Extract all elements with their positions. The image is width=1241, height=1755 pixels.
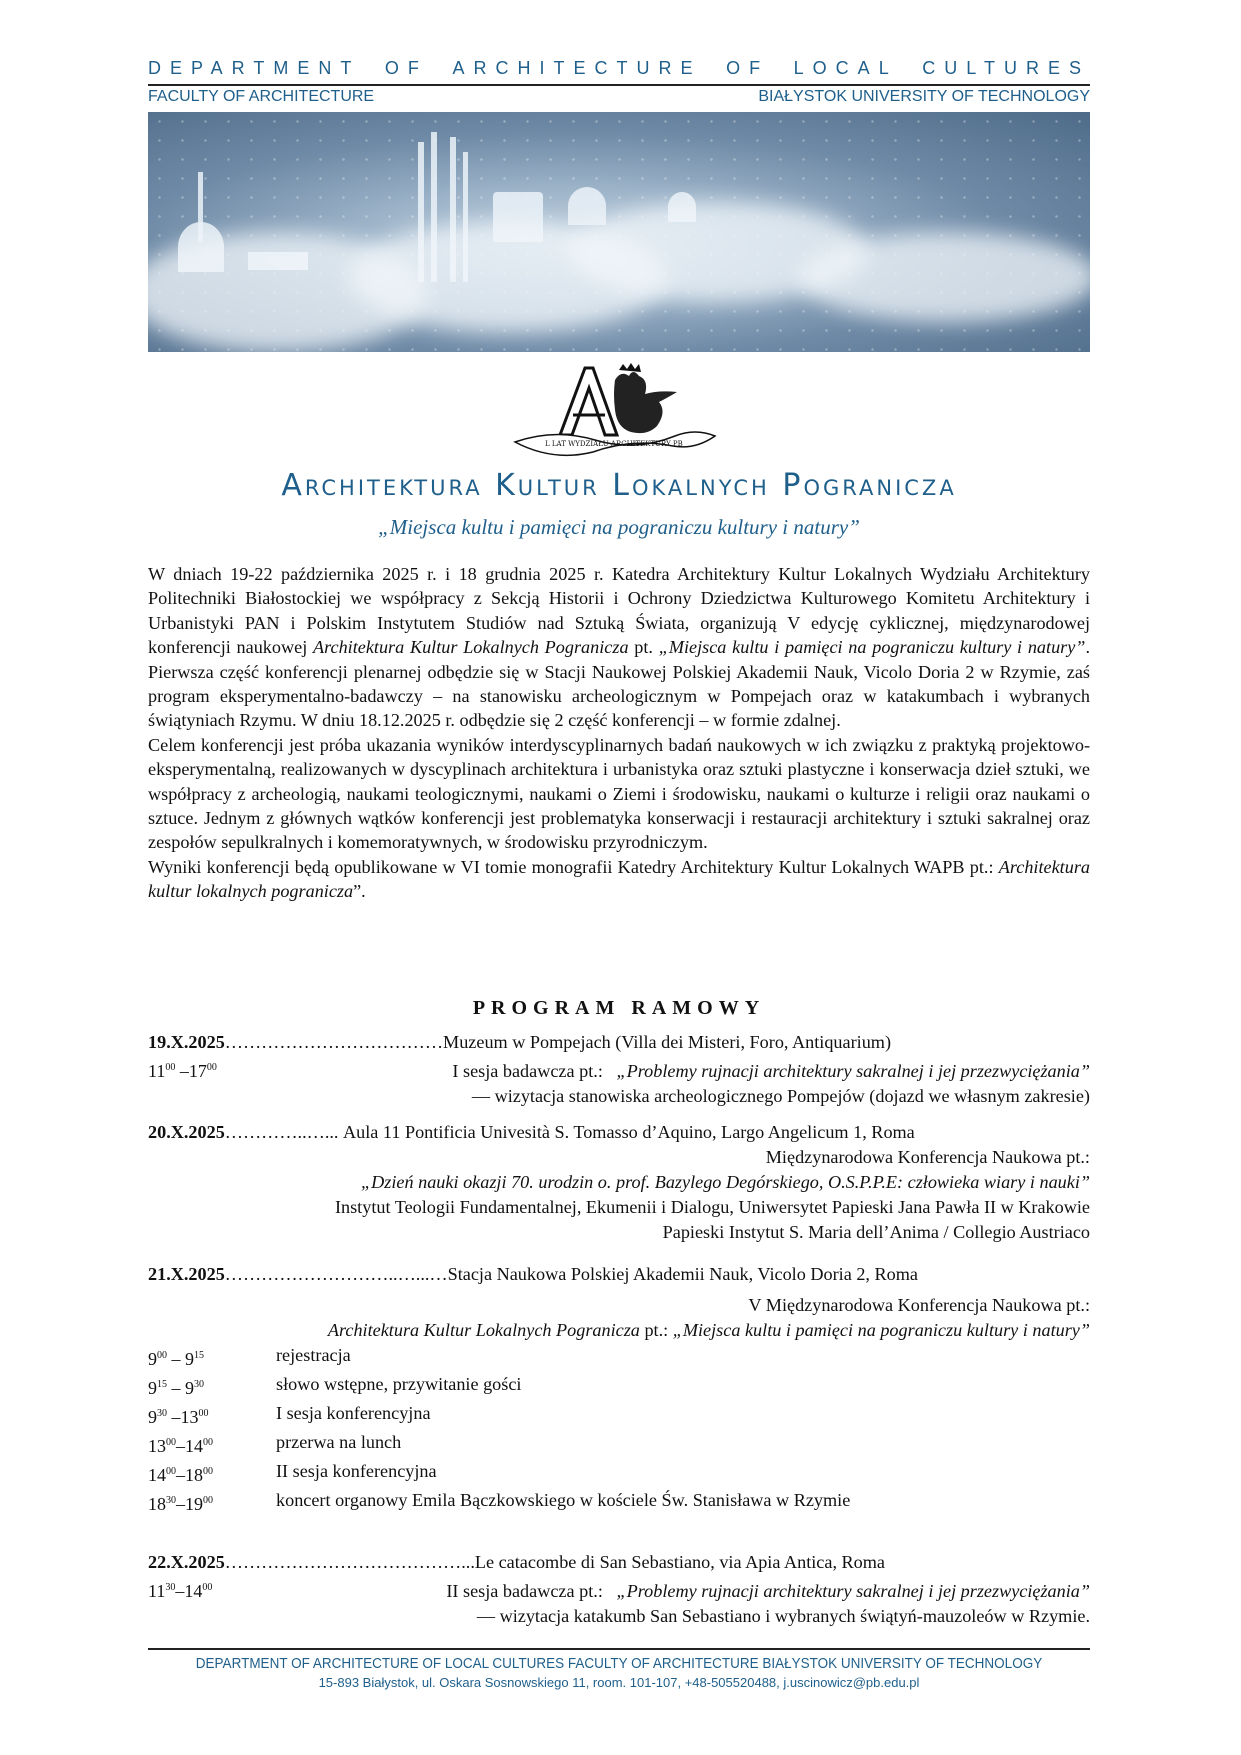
agenda-item: $9^{00} - 9^{15}$ rejestracja bbox=[148, 1345, 351, 1369]
session-time: $11^{00}$ $-17^{00}$ bbox=[148, 1061, 217, 1081]
department-heading bbox=[148, 58, 1090, 79]
program-day-4 bbox=[148, 1550, 1090, 1629]
intro-paragraph-2: Celem konferencji jest próba ukazania wyników interdyscyplinarnych badań naukowych w ich związku z praktyką projektowo-eksperymentalną, realizowanych w dyscyplinach architektura i urbanistyka oraz sztuki plastyczne i konserwacja dzieł sztuki, we współpracy z archeologią, naukami teologicznymi, naukami o Ziemi i środowisku, naukami o kulturze i religii oraz naukami o sztuce. Jednym z głównych wątków konferencji jest problematyka konserwacji i restauracji architektury i sztuki sakralnej oraz zespołów sepulkralnych i komemoratywnych, w środowisku przyrodniczym. bbox=[148, 734, 1090, 853]
dept-word: OF bbox=[726, 58, 770, 78]
agenda-item: $9^{15} - 9^{30}$ słowo wstępne, przywitanie gości bbox=[148, 1374, 522, 1398]
dept-word: ARCHITECTURE bbox=[452, 58, 702, 78]
program-day-2 bbox=[148, 1120, 1090, 1245]
session-label: II sesja badawcza pt.: „Problemy rujnacji architektury sakralnej i jej przezwyciężania” bbox=[446, 1581, 1090, 1601]
agenda-item: $9^{30}$ $-13^{00}$ I sesja konferencyjna bbox=[148, 1403, 431, 1427]
day-line: „Dzień nauki okazji 70. urodzin o. prof. Bazylego Degórskiego, O.S.P.P.E: człowieka wiary i nauki” bbox=[361, 1172, 1090, 1192]
agenda-item: $13^{00}-14^{00}$ przerwa na lunch bbox=[148, 1432, 402, 1456]
dept-word: OF bbox=[384, 58, 428, 78]
day-date: 20.X.2025 bbox=[148, 1122, 225, 1142]
day-place: Aula 11 Pontificia Univesità S. Tomasso d’Aquino, Largo Angelicum 1, Roma bbox=[343, 1122, 915, 1142]
footer-contact: 15-893 Białystok, ul. Oskara Sosnowskiego 11, room. 101-107, +48-505520488, j.uscinowicz@pb.edu.pl bbox=[318, 1675, 920, 1690]
agenda-item: $14^{00}-18^{00}$ II sesja konferencyjna bbox=[148, 1461, 437, 1485]
program-title: PROGRAM RAMOWY bbox=[472, 997, 766, 1019]
day-date: 22.X.2025 bbox=[148, 1552, 225, 1572]
day-place: Stacja Naukowa Polskiej Akademii Nauk, Vicolo Doria 2, Roma bbox=[447, 1264, 918, 1284]
faculty-name: FACULTY OF ARCHITECTURE bbox=[148, 88, 375, 105]
banner-image bbox=[148, 112, 1090, 352]
intro-text bbox=[148, 562, 1090, 904]
program-day-1 bbox=[148, 1030, 1090, 1109]
faculty-logo-icon bbox=[505, 360, 735, 460]
dept-word: CULTURES bbox=[922, 58, 1090, 78]
session-note: — wizytacja stanowiska archeologicznego Pompejów (dojazd we własnym zakresie) bbox=[471, 1086, 1090, 1106]
day-place: Le catacombe di San Sebastiano, via Apia Antica, Roma bbox=[474, 1552, 885, 1572]
dot-leader: …………………………………... bbox=[224, 1552, 475, 1572]
university-name: BIAŁYSTOK UNIVERSITY OF TECHNOLOGY bbox=[758, 88, 1090, 105]
footer-institution: DEPARTMENT OF ARCHITECTURE OF LOCAL CULTURES FACULTY OF ARCHITECTURE BIAŁYSTOK UNIVERSITY OF TECHNOLOGY bbox=[195, 1655, 1043, 1672]
session-label: I sesja badawcza pt.: „Problemy rujnacji architektury sakralnej i jej przezwyciężania” bbox=[452, 1061, 1090, 1081]
day-line: Architektura Kultur Lokalnych Pogranicza pt.: „Miejsca kultu i pamięci na pograniczu kultury i natury” bbox=[327, 1320, 1090, 1340]
day-date: 21.X.2025 bbox=[148, 1264, 225, 1284]
footer-divider bbox=[148, 1648, 1090, 1650]
dot-leader: ………………………..…...… bbox=[224, 1264, 448, 1284]
agenda-item: $18^{30}-19^{00}$ koncert organowy Emila Bączkowskiego w kościele Św. Stanisława w Rzymie bbox=[148, 1490, 851, 1514]
day-line: V Międzynarodowa Konferencja Naukowa pt.: bbox=[748, 1295, 1090, 1315]
dot-leader: …………..…... bbox=[224, 1122, 339, 1142]
day-line: Instytut Teologii Fundamentalnej, Ekumenii i Dialogu, Uniwersytet Papieski Jana Pawła II w Krakowie bbox=[334, 1197, 1090, 1217]
session-note: — wizytacja katakumb San Sebastiano i wybranych świątyń-mauzoleów w Rzymie. bbox=[476, 1606, 1090, 1626]
conference-title: Architektura Kultur Lokalnych Pogranicza bbox=[281, 468, 957, 503]
day-date: 19.X.2025 bbox=[148, 1032, 225, 1052]
header-subline bbox=[148, 88, 1090, 106]
dept-word: LOCAL bbox=[793, 58, 898, 78]
logo-ribbon-text: L LAT WYDZIAŁU ARCHITEKTURY PB bbox=[545, 440, 683, 448]
intro-paragraph-1: W dniach 19-22 października 2025 r. i 18 grudnia 2025 r. Katedra Architektury Kultur Lokalnych Wydziału Architektury Politechniki Białostockiej we współpracy z Sekcją Historii i Ochrony Dziedzictwa Kulturowego Komitetu Architektury i Urbanistyki PAN i Polskim Instytutem Studiów nad Sztuką Świata, organizują V edycję cyklicznej, międzynarodowej konferencji naukowej Architektura Kultur Lokalnych Pogranicza pt. „Miejsca kultu i pamięci na pograniczu kultury i natury”. Pierwsza część konferencji plenarnej odbędzie się w Stacji Naukowej Polskiej Akademii Nauk, Vicolo Doria 2 w Rzymie, zaś program eksperymentalno-badawczy – na stanowisku archeologicznym w Pompejach oraz w katakumbach i wybranych świątyniach Rzymu. W dniu 18.12.2025 r. odbędzie się 2 część konferencji – w formie zdalnej. bbox=[148, 564, 1090, 731]
conference-subtitle: „Miejsca kultu i pamięci na pograniczu kultury i natury” bbox=[378, 515, 860, 539]
program-day-3 bbox=[148, 1262, 1090, 1517]
day-line: Międzynarodowa Konferencja Naukowa pt.: bbox=[765, 1147, 1090, 1167]
day-place: Muzeum w Pompejach (Villa dei Misteri, Foro, Antiquarium) bbox=[443, 1032, 892, 1052]
day-line: Papieski Instytut S. Maria dell’Anima / Collegio Austriaco bbox=[662, 1222, 1090, 1242]
header-divider bbox=[148, 84, 1090, 86]
session-time: $11^{30}-14^{00}$ bbox=[148, 1581, 213, 1601]
dept-word: DEPARTMENT bbox=[148, 58, 361, 78]
dot-leader: ……………………………… bbox=[224, 1032, 444, 1052]
intro-paragraph-3: Wyniki konferencji będą opublikowane w VI tomie monografii Katedry Architektury Kultur Lokalnych WAPB pt.: Architektura kultur lokalnych pogranicza”. bbox=[148, 856, 1090, 902]
